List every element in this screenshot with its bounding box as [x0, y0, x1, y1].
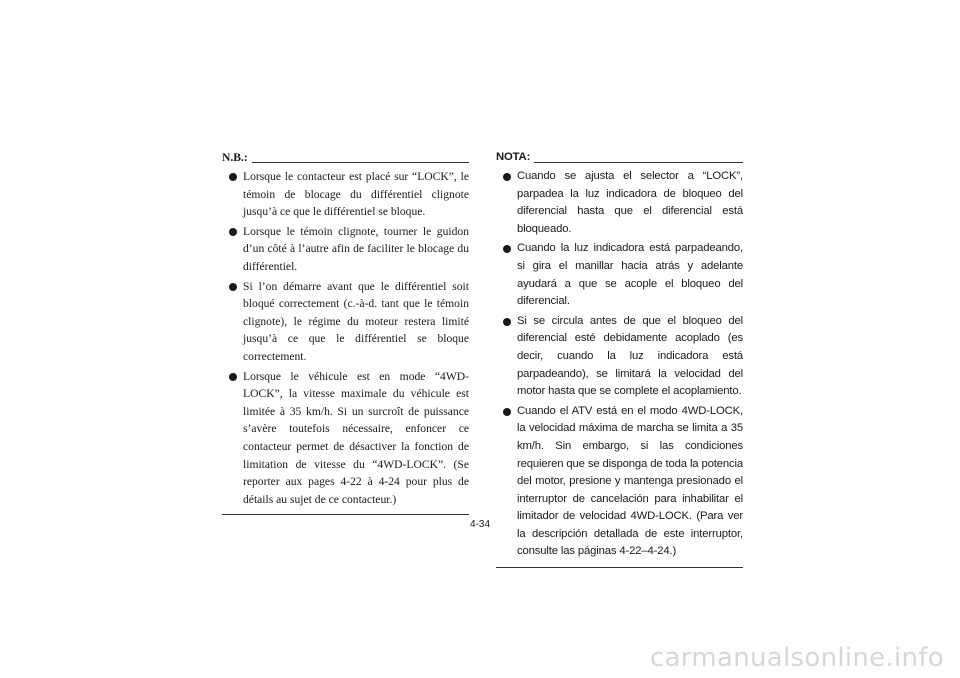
spanish-note-item	[496, 313, 743, 401]
spanish-note-item	[496, 240, 743, 310]
bullet-icon	[503, 318, 511, 326]
bullet-icon	[503, 408, 511, 416]
spanish-note-list	[496, 168, 743, 561]
spanish-note-header-rule	[534, 162, 743, 163]
french-note-item	[222, 278, 469, 366]
spanish-note-item-text: Cuando se ajusta el selector a “LOCK”, parpadea la luz indicadora de bloqueo del diferencial hasta que el diferencial está bloqueado.	[517, 170, 743, 235]
french-note-header	[222, 150, 469, 167]
bullet-icon	[503, 245, 511, 253]
spanish-note	[496, 150, 743, 568]
spanish-note-item-text: Si se circula antes de que el bloqueo del diferencial esté debidamente acoplado (es decir, cuando la luz indicadora está parpadeando), se limitará la velocidad del motor hasta que se complete el acoplamiento.	[517, 314, 743, 398]
spanish-note-item-text: Cuando la luz indicadora está parpadeando, si gira el manillar hacia atrás y adelante ayudará a que se acople el bloqueo del diferencial.	[517, 242, 743, 308]
french-note-item	[222, 223, 469, 276]
french-note-title: N.B.:	[222, 151, 248, 165]
spanish-note-header	[496, 150, 743, 167]
bullet-icon	[503, 173, 511, 181]
french-note-end-rule	[222, 514, 469, 515]
french-note-item-text: Lorsque le témoin clignote, tourner le guidon d’un côté à l’autre afin de faciliter le blocage du différentiel.	[243, 224, 469, 273]
bullet-icon	[229, 173, 237, 181]
french-note-header-rule	[252, 162, 469, 163]
french-note-item-text: Si l’on démarre avant que le différentiel soit bloqué correctement (c.-à-d. tant que le témoin clignote), le régime du moteur restera limité jusqu’à ce que le différentiel se bloque correctement.	[243, 279, 469, 363]
french-note-item-text: Lorsque le contacteur est placé sur “LOCK”, le témoin de blocage du différentiel clignote jusqu’à ce que le différentiel se bloque.	[243, 170, 469, 219]
french-note-list	[222, 168, 469, 508]
bullet-icon	[229, 373, 237, 381]
spanish-note-end-rule	[496, 567, 743, 568]
french-note	[222, 150, 469, 515]
spanish-note-title: NOTA:	[496, 151, 531, 164]
french-note-item	[222, 168, 469, 221]
spanish-note-item	[496, 168, 743, 238]
spanish-note-item	[496, 403, 743, 561]
french-note-item	[222, 368, 469, 509]
watermark: carmanualsonline.info	[649, 643, 944, 673]
bullet-icon	[229, 228, 237, 236]
french-note-item-text: Lorsque le véhicule est en mode “4WD-LOCK”, la vitesse maximale du véhicule est limitée à 35 km/h. Si un surcroît de puissance s’avère toutefois nécessaire, enfoncer ce contacteur permet de désactiver la fonction de limitation de vitesse du “4WD-LOCK”. (Se reporter aux pages 4-22 à 4-24 pour plus de détails au sujet de ce contacteur.)	[243, 369, 469, 506]
spanish-note-item-text: Cuando el ATV está en el modo 4WD-LOCK, la velocidad máxima de marcha se limita a 35 km/h. Sin embargo, si las condiciones requieren que se disponga de toda la potencia del motor, presione y mantenga presionado el interruptor de cancelación para inhabilitar el limitador de velocidad 4WD-LOCK. (Para ver la descripción detallada de este interruptor, consulte las páginas 4-22–4-24.)	[517, 404, 743, 558]
bullet-icon	[229, 283, 237, 291]
page-number: 4-34	[470, 519, 491, 530]
